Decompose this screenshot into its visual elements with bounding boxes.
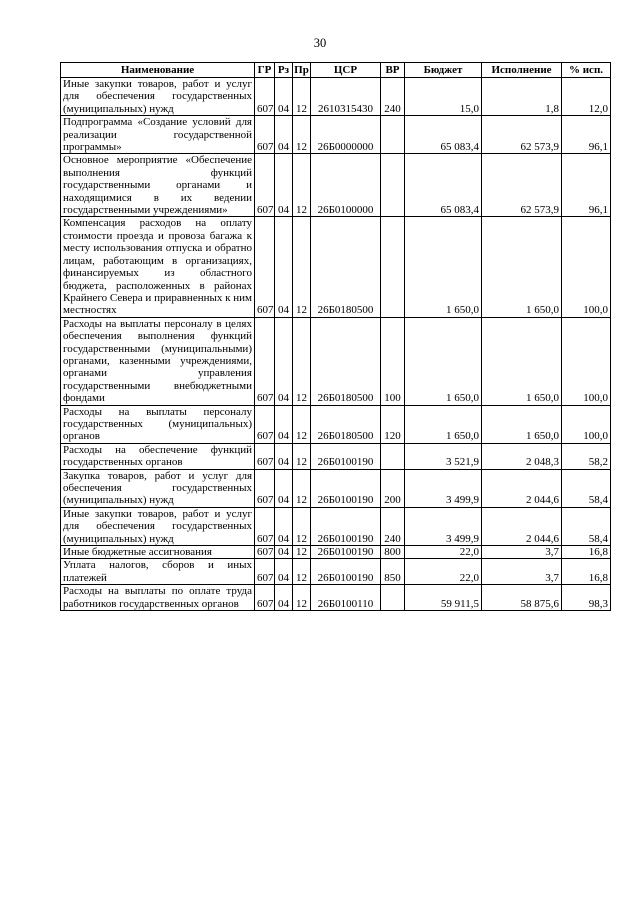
table-row bbox=[61, 317, 611, 405]
header-vr: ВР bbox=[381, 63, 405, 78]
table-row bbox=[61, 154, 611, 217]
cell-gr: 607 bbox=[255, 217, 275, 317]
cell-percent: 58,2 bbox=[562, 443, 611, 469]
cell-budget: 1 650,0 bbox=[405, 405, 482, 443]
cell-pr: 12 bbox=[293, 154, 311, 217]
cell-execution: 3,7 bbox=[482, 546, 562, 559]
cell-budget: 3 499,9 bbox=[405, 469, 482, 507]
cell-vr bbox=[381, 585, 405, 611]
cell-execution: 3,7 bbox=[482, 559, 562, 585]
cell-pr: 12 bbox=[293, 559, 311, 585]
cell-vr: 800 bbox=[381, 546, 405, 559]
cell-execution: 1 650,0 bbox=[482, 317, 562, 405]
cell-vr bbox=[381, 116, 405, 154]
cell-vr bbox=[381, 443, 405, 469]
cell-pr: 12 bbox=[293, 507, 311, 545]
cell-name: Основное мероприятие «Обеспечение выполнения функций государственными органами и находящимися в их ведении государственными учреждениями» bbox=[61, 154, 255, 217]
cell-budget: 1 650,0 bbox=[405, 217, 482, 317]
cell-vr: 850 bbox=[381, 559, 405, 585]
cell-rz: 04 bbox=[275, 469, 293, 507]
cell-rz: 04 bbox=[275, 443, 293, 469]
cell-gr: 607 bbox=[255, 585, 275, 611]
cell-vr: 240 bbox=[381, 78, 405, 116]
cell-rz: 04 bbox=[275, 116, 293, 154]
cell-execution: 2 044,6 bbox=[482, 469, 562, 507]
table-row bbox=[61, 78, 611, 116]
cell-pr: 12 bbox=[293, 217, 311, 317]
cell-name: Иные закупки товаров, работ и услуг для обеспечения государственных (муниципальных) нужд bbox=[61, 78, 255, 116]
cell-gr: 607 bbox=[255, 154, 275, 217]
cell-rz: 04 bbox=[275, 507, 293, 545]
cell-rz: 04 bbox=[275, 405, 293, 443]
header-gr: ГР bbox=[255, 63, 275, 78]
cell-percent: 12,0 bbox=[562, 78, 611, 116]
header-percent: % исп. bbox=[562, 63, 611, 78]
cell-name: Иные закупки товаров, работ и услуг для обеспечения государственных (муниципальных) нужд bbox=[61, 507, 255, 545]
cell-pr: 12 bbox=[293, 443, 311, 469]
cell-percent: 100,0 bbox=[562, 317, 611, 405]
cell-csr: 26Б0100190 bbox=[311, 469, 381, 507]
cell-name: Расходы на выплаты персоналу в целях обеспечения выполнения функций государственными (муниципальными) органами, казенными учреждениями, органами управления государственными внебюджетными фондами bbox=[61, 317, 255, 405]
cell-rz: 04 bbox=[275, 154, 293, 217]
cell-csr: 26Б0100110 bbox=[311, 585, 381, 611]
cell-budget: 65 083,4 bbox=[405, 116, 482, 154]
table-row bbox=[61, 443, 611, 469]
cell-name: Закупка товаров, работ и услуг для обеспечения государственных (муниципальных) нужд bbox=[61, 469, 255, 507]
table-row bbox=[61, 559, 611, 585]
cell-execution: 1 650,0 bbox=[482, 405, 562, 443]
header-budget: Бюджет bbox=[405, 63, 482, 78]
cell-percent: 16,8 bbox=[562, 559, 611, 585]
cell-execution: 2 044,6 bbox=[482, 507, 562, 545]
cell-csr: 26Б0000000 bbox=[311, 116, 381, 154]
cell-budget: 1 650,0 bbox=[405, 317, 482, 405]
cell-gr: 607 bbox=[255, 116, 275, 154]
cell-csr: 26Б0100190 bbox=[311, 443, 381, 469]
cell-pr: 12 bbox=[293, 116, 311, 154]
cell-csr: 26Б0180500 bbox=[311, 217, 381, 317]
header-rz: Рз bbox=[275, 63, 293, 78]
cell-execution: 62 573,9 bbox=[482, 116, 562, 154]
cell-budget: 3 521,9 bbox=[405, 443, 482, 469]
cell-gr: 607 bbox=[255, 78, 275, 116]
cell-budget: 3 499,9 bbox=[405, 507, 482, 545]
cell-csr: 26Б0100190 bbox=[311, 546, 381, 559]
cell-csr: 26Б0180500 bbox=[311, 317, 381, 405]
cell-vr: 240 bbox=[381, 507, 405, 545]
cell-execution: 62 573,9 bbox=[482, 154, 562, 217]
cell-percent: 96,1 bbox=[562, 154, 611, 217]
cell-gr: 607 bbox=[255, 559, 275, 585]
cell-csr: 26Б0100190 bbox=[311, 559, 381, 585]
page-number: 30 bbox=[313, 36, 327, 50]
table-row bbox=[61, 546, 611, 559]
cell-rz: 04 bbox=[275, 559, 293, 585]
cell-gr: 607 bbox=[255, 507, 275, 545]
table-row bbox=[61, 116, 611, 154]
cell-budget: 15,0 bbox=[405, 78, 482, 116]
cell-percent: 58,4 bbox=[562, 507, 611, 545]
cell-vr: 120 bbox=[381, 405, 405, 443]
cell-pr: 12 bbox=[293, 546, 311, 559]
cell-vr: 100 bbox=[381, 317, 405, 405]
cell-percent: 100,0 bbox=[562, 217, 611, 317]
cell-rz: 04 bbox=[275, 217, 293, 317]
budget-table bbox=[60, 62, 611, 611]
cell-csr: 26Б0100000 bbox=[311, 154, 381, 217]
cell-rz: 04 bbox=[275, 317, 293, 405]
cell-percent: 98,3 bbox=[562, 585, 611, 611]
header-csr: ЦСР bbox=[311, 63, 381, 78]
cell-percent: 16,8 bbox=[562, 546, 611, 559]
cell-budget: 59 911,5 bbox=[405, 585, 482, 611]
table-row bbox=[61, 405, 611, 443]
cell-pr: 12 bbox=[293, 317, 311, 405]
cell-name: Иные бюджетные ассигнования bbox=[61, 546, 255, 559]
cell-pr: 12 bbox=[293, 405, 311, 443]
cell-rz: 04 bbox=[275, 546, 293, 559]
cell-pr: 12 bbox=[293, 585, 311, 611]
cell-csr: 2610315430 bbox=[311, 78, 381, 116]
cell-vr: 200 bbox=[381, 469, 405, 507]
cell-rz: 04 bbox=[275, 78, 293, 116]
cell-gr: 607 bbox=[255, 405, 275, 443]
cell-gr: 607 bbox=[255, 469, 275, 507]
header-pr: Пр bbox=[294, 63, 309, 76]
header-execution: Исполнение bbox=[482, 63, 562, 78]
cell-rz: 04 bbox=[275, 585, 293, 611]
cell-percent: 96,1 bbox=[562, 116, 611, 154]
cell-budget: 22,0 bbox=[405, 546, 482, 559]
cell-gr: 607 bbox=[255, 317, 275, 405]
header-name: Наименование bbox=[61, 63, 255, 78]
cell-execution: 58 875,6 bbox=[482, 585, 562, 611]
cell-csr: 26Б0100190 bbox=[311, 507, 381, 545]
cell-pr: 12 bbox=[293, 469, 311, 507]
cell-gr: 607 bbox=[255, 546, 275, 559]
cell-csr: 26Б0180500 bbox=[311, 405, 381, 443]
table-row bbox=[61, 217, 611, 317]
cell-vr bbox=[381, 154, 405, 217]
cell-percent: 100,0 bbox=[562, 405, 611, 443]
table-header-row bbox=[61, 63, 611, 78]
table-row bbox=[61, 585, 611, 611]
cell-execution: 1 650,0 bbox=[482, 217, 562, 317]
cell-gr: 607 bbox=[255, 443, 275, 469]
cell-name: Расходы на выплаты персоналу государственных (муниципальных) органов bbox=[61, 405, 255, 443]
cell-percent: 58,4 bbox=[562, 469, 611, 507]
cell-execution: 2 048,3 bbox=[482, 443, 562, 469]
cell-pr: 12 bbox=[293, 78, 311, 116]
cell-name: Подпрограмма «Создание условий для реализации государственной программы» bbox=[61, 116, 255, 154]
cell-name: Уплата налогов, сборов и иных платежей bbox=[61, 559, 255, 585]
cell-execution: 1,8 bbox=[482, 78, 562, 116]
cell-name: Компенсация расходов на оплату стоимости проезда и провоза багажа к месту использования отпуска и обратно лицам, работающим в организациях, финансируемых из областного бюджета, расположенных в районах Крайнего Севера и приравненных к ним местностях bbox=[61, 217, 255, 317]
table-row bbox=[61, 469, 611, 507]
cell-budget: 65 083,4 bbox=[405, 154, 482, 217]
table-row bbox=[61, 507, 611, 545]
cell-name: Расходы на выплаты по оплате труда работников государственных органов bbox=[61, 585, 255, 611]
cell-name: Расходы на обеспечение функций государственных органов bbox=[61, 443, 255, 469]
cell-budget: 22,0 bbox=[405, 559, 482, 585]
cell-vr bbox=[381, 217, 405, 317]
